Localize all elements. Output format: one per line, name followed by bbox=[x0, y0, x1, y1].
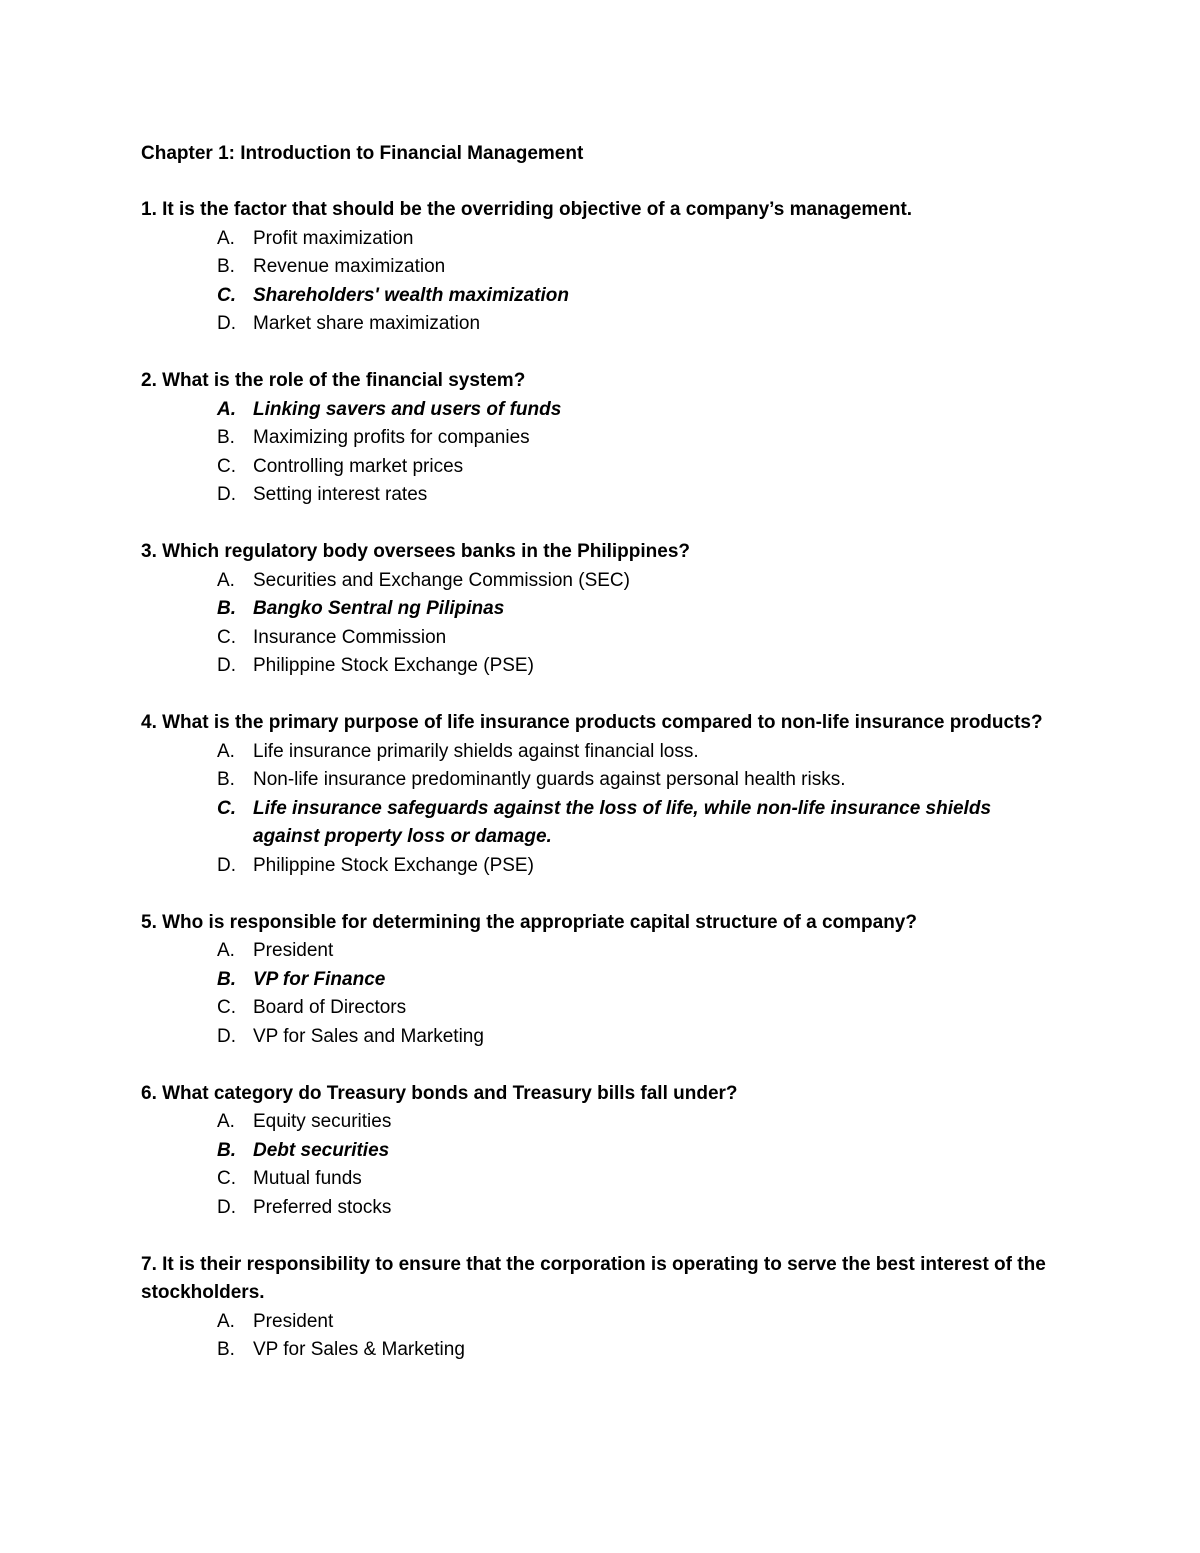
answer-options bbox=[141, 1108, 1071, 1222]
option-letter: A. bbox=[217, 1310, 235, 1332]
question-list bbox=[141, 196, 1071, 1365]
question-text: 6. What category do Treasury bonds and Treasury bills fall under? bbox=[141, 1082, 738, 1104]
answer-option bbox=[141, 766, 1071, 795]
answer-options bbox=[141, 567, 1071, 681]
option-letter: A. bbox=[217, 227, 235, 249]
answer-option bbox=[141, 652, 1071, 681]
question-text: 2. What is the role of the financial system? bbox=[141, 370, 526, 391]
option-letter: B. bbox=[217, 427, 235, 448]
question-item bbox=[141, 1251, 1071, 1365]
question-text: 1. It is the factor that should be the overriding objective of a company’s management. bbox=[141, 199, 913, 220]
option-text: Preferred stocks bbox=[253, 1196, 392, 1218]
option-text: Board of Directors bbox=[253, 997, 407, 1018]
answer-option bbox=[141, 1308, 1071, 1337]
answer-option bbox=[141, 253, 1071, 282]
option-letter: B. bbox=[217, 1139, 236, 1161]
option-letter: A. bbox=[217, 398, 236, 420]
option-text: Maximizing profits for companies bbox=[253, 427, 530, 448]
answer-option bbox=[141, 1108, 1071, 1137]
question-item bbox=[141, 196, 1071, 339]
option-text: President bbox=[253, 940, 334, 961]
correct-answer-option bbox=[141, 966, 1071, 995]
option-text: Mutual funds bbox=[253, 1168, 362, 1189]
option-letter: B. bbox=[217, 256, 235, 277]
option-text: Shareholders' wealth maximization bbox=[253, 284, 569, 306]
option-letter: D. bbox=[217, 1025, 236, 1047]
option-letter: C. bbox=[217, 1168, 236, 1189]
option-text: President bbox=[253, 1310, 334, 1332]
option-text: Non-life insurance predominantly guards against personal health risks. bbox=[253, 769, 846, 790]
option-letter: C. bbox=[217, 997, 236, 1018]
option-letter: D. bbox=[217, 313, 236, 334]
option-letter: B. bbox=[217, 598, 236, 619]
option-letter: C. bbox=[217, 284, 236, 306]
question-item bbox=[141, 538, 1071, 681]
answer-options bbox=[141, 396, 1071, 510]
option-text: Securities and Exchange Commission (SEC) bbox=[253, 569, 630, 591]
option-text: Debt securities bbox=[253, 1139, 390, 1161]
answer-option bbox=[141, 1165, 1071, 1194]
option-letter: A. bbox=[217, 940, 235, 961]
answer-option bbox=[141, 225, 1071, 254]
correct-answer-option bbox=[141, 396, 1071, 425]
answer-option bbox=[141, 310, 1071, 339]
option-letter: A. bbox=[217, 740, 235, 762]
answer-option bbox=[141, 481, 1071, 510]
correct-answer-option bbox=[141, 795, 1071, 852]
option-text: Bangko Sentral ng Pilipinas bbox=[253, 598, 505, 619]
option-text: Life insurance primarily shields against financial loss. bbox=[253, 740, 699, 762]
answer-options bbox=[141, 937, 1071, 1051]
option-letter: D. bbox=[217, 655, 236, 676]
question-item bbox=[141, 367, 1071, 510]
option-text: Philippine Stock Exchange (PSE) bbox=[253, 655, 534, 676]
option-letter: A. bbox=[217, 569, 235, 591]
question-text: 7. It is their responsibility to ensure that the corporation is operating to serve the best interest of the stockholders. bbox=[141, 1253, 1046, 1303]
option-text: Insurance Commission bbox=[253, 626, 447, 648]
option-text: Life insurance safeguards against the loss of life, while non-life insurance shields against property loss or damage. bbox=[253, 797, 992, 847]
answer-option bbox=[141, 624, 1071, 653]
option-text: Revenue maximization bbox=[253, 256, 446, 277]
question-item bbox=[141, 1080, 1071, 1223]
correct-answer-option bbox=[141, 595, 1071, 624]
chapter-title: Chapter 1: Introduction to Financial Management bbox=[141, 143, 584, 164]
option-text: VP for Finance bbox=[253, 968, 386, 990]
question-item bbox=[141, 909, 1071, 1052]
option-text: VP for Sales and Marketing bbox=[253, 1025, 484, 1047]
option-letter: B. bbox=[217, 769, 235, 790]
answer-option bbox=[141, 852, 1071, 881]
option-text: VP for Sales & Marketing bbox=[253, 1339, 465, 1360]
document-content bbox=[141, 140, 1071, 1393]
option-text: Equity securities bbox=[253, 1111, 392, 1132]
answer-option bbox=[141, 453, 1071, 482]
question-text: 4. What is the primary purpose of life insurance products compared to non-life insurance products? bbox=[141, 712, 1043, 733]
option-text: Linking savers and users of funds bbox=[253, 398, 562, 420]
answer-option bbox=[141, 1336, 1071, 1365]
option-text: Controlling market prices bbox=[253, 455, 464, 477]
option-text: Philippine Stock Exchange (PSE) bbox=[253, 854, 534, 876]
option-letter: A. bbox=[217, 1111, 235, 1132]
option-letter: C. bbox=[217, 626, 236, 648]
answer-option bbox=[141, 567, 1071, 596]
answer-option bbox=[141, 937, 1071, 966]
option-letter: D. bbox=[217, 484, 236, 505]
answer-option bbox=[141, 738, 1071, 767]
correct-answer-option bbox=[141, 1137, 1071, 1166]
answer-option bbox=[141, 424, 1071, 453]
answer-option bbox=[141, 1023, 1071, 1052]
option-letter: B. bbox=[217, 1339, 235, 1360]
answer-options bbox=[141, 1308, 1071, 1365]
answer-option bbox=[141, 994, 1071, 1023]
answer-option bbox=[141, 1194, 1071, 1223]
option-text: Market share maximization bbox=[253, 313, 481, 334]
correct-answer-option bbox=[141, 282, 1071, 311]
answer-options bbox=[141, 225, 1071, 339]
option-text: Setting interest rates bbox=[253, 484, 428, 505]
answer-options bbox=[141, 738, 1071, 881]
option-letter: C. bbox=[217, 797, 236, 819]
option-letter: C. bbox=[217, 455, 236, 477]
option-letter: D. bbox=[217, 854, 236, 876]
option-text: Profit maximization bbox=[253, 227, 414, 249]
option-letter: D. bbox=[217, 1196, 236, 1218]
question-text: 3. Which regulatory body oversees banks in the Philippines? bbox=[141, 541, 691, 562]
option-letter: B. bbox=[217, 968, 236, 990]
question-item bbox=[141, 709, 1071, 880]
question-text: 5. Who is responsible for determining the appropriate capital structure of a company? bbox=[141, 911, 917, 933]
